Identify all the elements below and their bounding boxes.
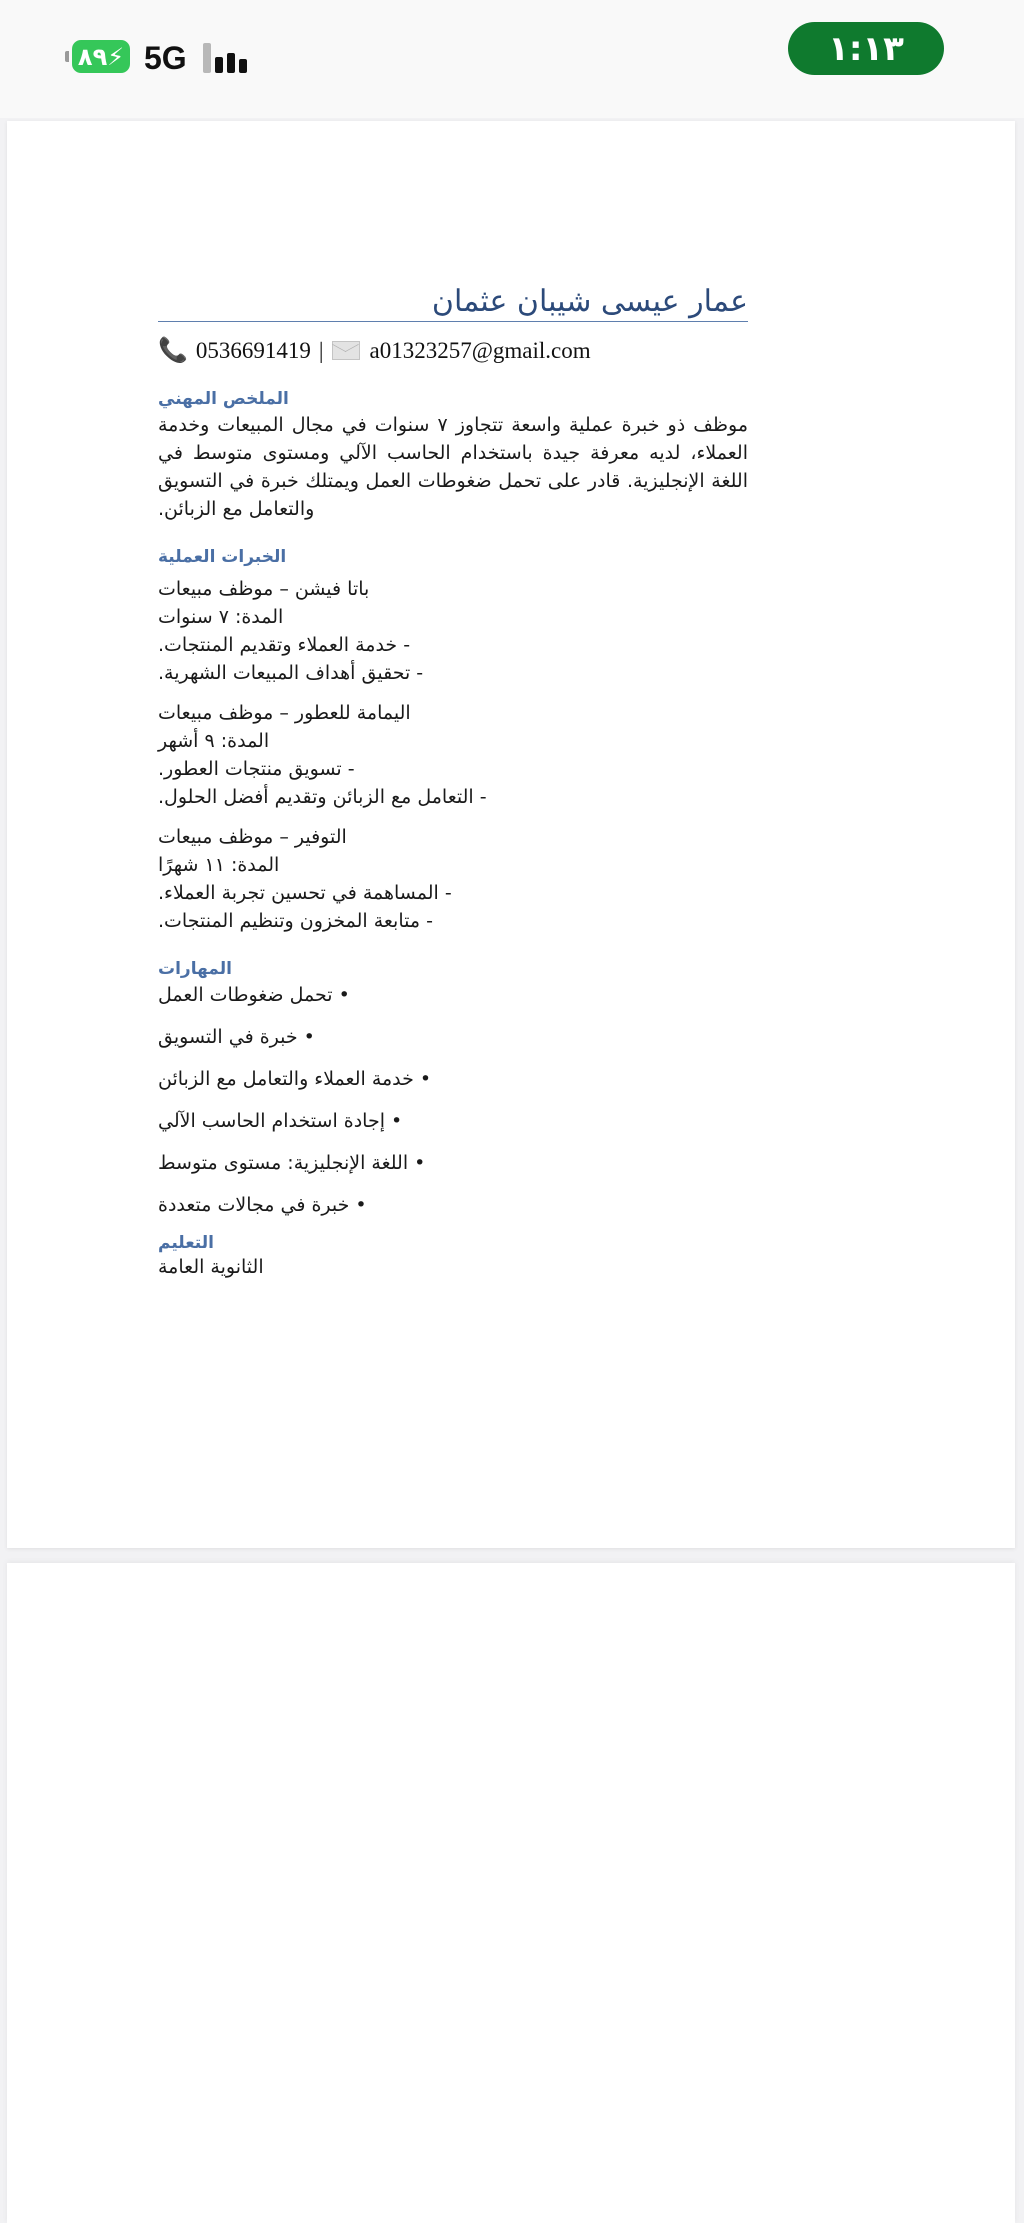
job-duration: المدة: ٩ أشهر: [158, 730, 270, 752]
job-entry: [158, 823, 748, 935]
skill-item: • تحمل ضغوطات العمل: [158, 984, 350, 1006]
summary-text: موظف ذو خبرة عملية واسعة تتجاوز ٧ سنوات في مجال المبيعات وخدمة العملاء، لديه معرفة جيدة باستخدام الحاسب الآلي ومستوى متوسط في اللغة الإنجليزية. قادر على تحمل ضغوطات العمل ويمتلك خبرة في التسويق والتعامل مع الزبائن.: [158, 414, 749, 520]
job-heading: باتا فيشن – موظف مبيعات: [158, 578, 370, 600]
resume-content: [158, 284, 748, 1281]
skills-title: المهارات: [158, 959, 232, 979]
job-entry: [158, 575, 748, 687]
document-page-2: [7, 1563, 1015, 2223]
skill-item: • خبرة في مجالات متعددة: [158, 1194, 367, 1216]
resume-name: عمار عيسى شيبان عثمان: [158, 284, 748, 322]
job-duration: المدة: ٧ سنوات: [158, 606, 284, 628]
education-text: الثانوية العامة: [158, 1256, 264, 1278]
experience-title: الخبرات العملية: [158, 547, 287, 567]
skills-list: [158, 981, 748, 1219]
battery-level: ٨٩: [77, 42, 108, 71]
job-duration: المدة: ١١ شهرًا: [158, 854, 280, 876]
job-entry: [158, 699, 748, 811]
skill-item: • اللغة الإنجليزية: مستوى متوسط: [158, 1152, 426, 1174]
skill-item: • إجادة استخدام الحاسب الآلي: [158, 1110, 403, 1132]
document-page: [7, 121, 1015, 1548]
job-heading: التوفير – موظف مبيعات: [158, 826, 347, 848]
job-task: - التعامل مع الزبائن وتقديم أفضل الحلول.: [158, 786, 487, 808]
education-title: التعليم: [158, 1233, 214, 1253]
email-address: a01323257@gmail.com: [369, 337, 591, 363]
job-task: - متابعة المخزون وتنظيم المنتجات.: [158, 910, 433, 932]
job-task: - تسويق منتجات العطور.: [158, 758, 355, 780]
network-type: 5G: [144, 40, 187, 76]
email-icon: [332, 341, 360, 360]
contact-line: [158, 336, 748, 365]
summary-title: الملخص المهني: [158, 389, 289, 409]
signal-strength-icon: [203, 43, 253, 73]
contact-separator: |: [318, 337, 324, 363]
battery-indicator: [72, 40, 130, 73]
status-bar: [0, 0, 1024, 118]
job-heading: اليمامة للعطور – موظف مبيعات: [158, 702, 411, 724]
charging-bolt-icon: ⚡: [107, 42, 125, 71]
job-task: - تحقيق أهداف المبيعات الشهرية.: [158, 662, 424, 684]
phone-number: 0536691419: [195, 337, 311, 363]
job-task: - المساهمة في تحسين تجربة العملاء.: [158, 882, 452, 904]
job-task: - خدمة العملاء وتقديم المنتجات.: [158, 634, 411, 656]
status-time[interactable]: ١:١٣: [788, 22, 944, 75]
phone-icon: 📞: [158, 338, 188, 364]
skill-item: • خدمة العملاء والتعامل مع الزبائن: [158, 1068, 432, 1090]
skill-item: • خبرة في التسويق: [158, 1026, 315, 1048]
